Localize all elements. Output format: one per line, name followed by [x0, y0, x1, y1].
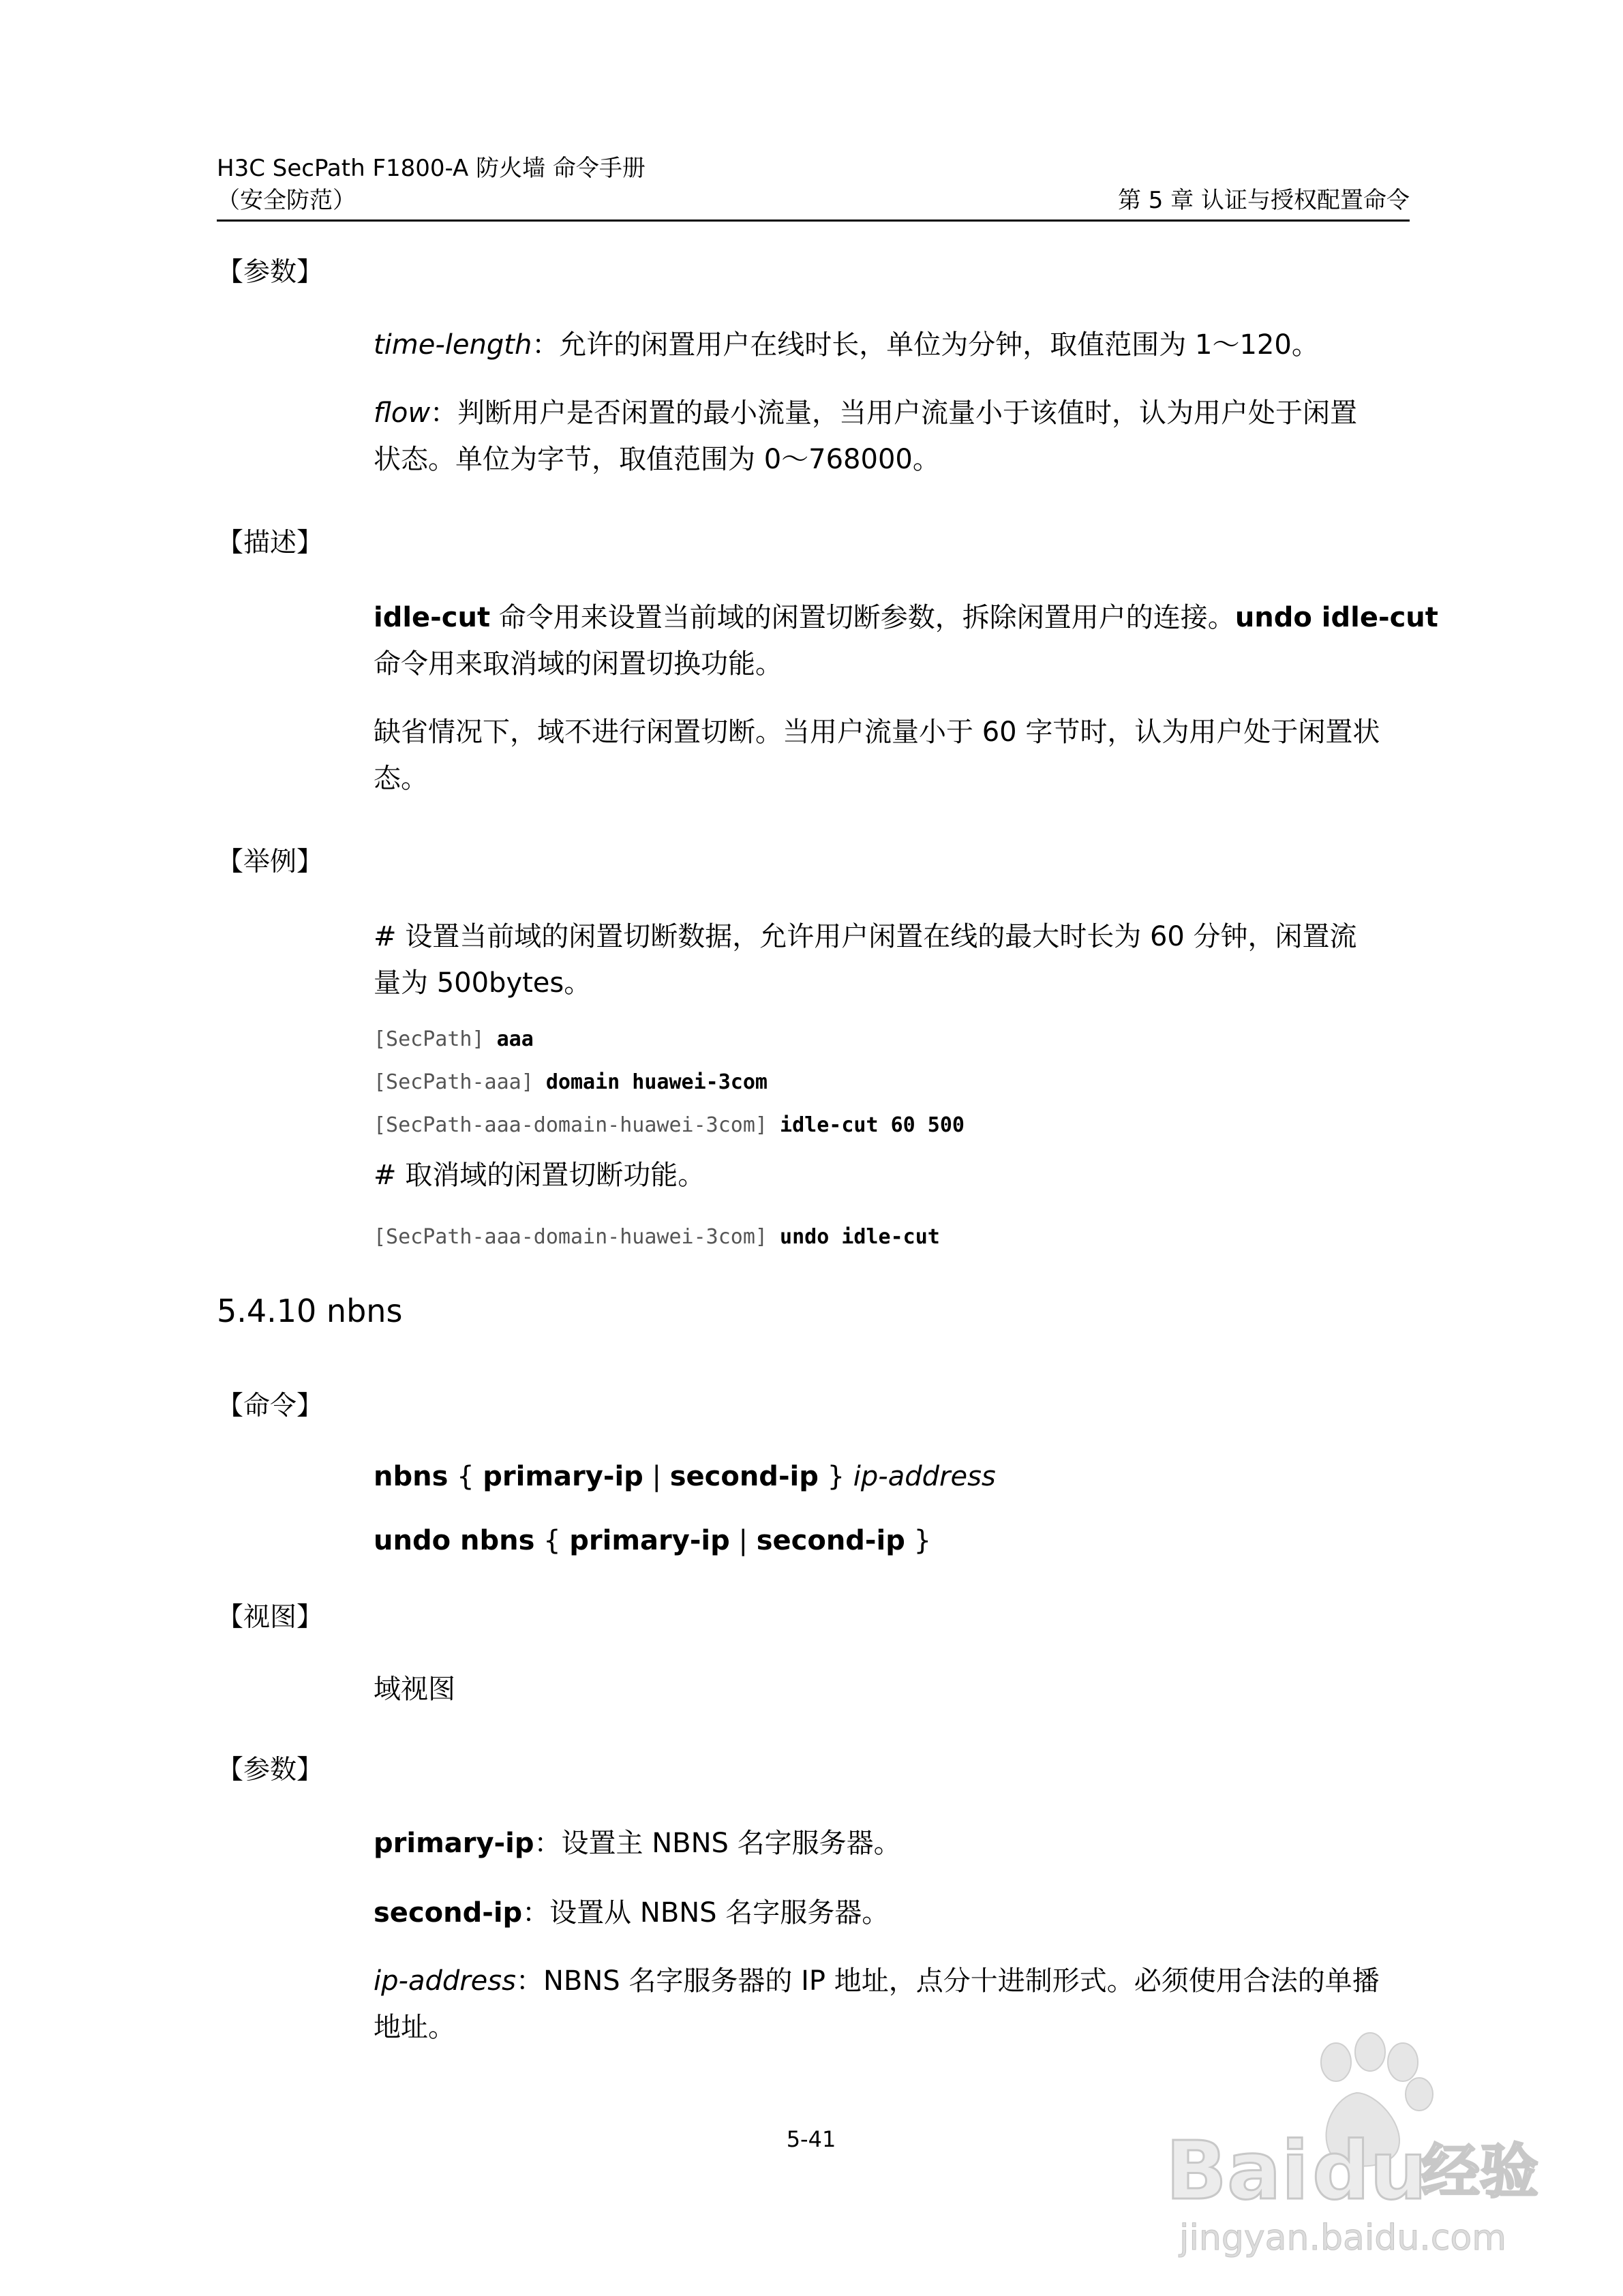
code-line — [374, 1026, 534, 1053]
desc-default-line: 缺省情况下，域不进行闲置切断。当用户流量小于 60 字节时，认为用户处于闲置状 — [374, 716, 1380, 748]
param-term: ip-address — [374, 1965, 516, 1997]
desc-default-line: 态。 — [374, 763, 428, 794]
baidu-watermark-logo — [1152, 2025, 1547, 2270]
code-command: aaa — [496, 1027, 534, 1051]
cmd-brace: } — [818, 1461, 853, 1492]
cmd-variable: ip-address — [853, 1461, 996, 1492]
code-prompt: [SecPath] — [374, 1027, 497, 1051]
header-chapter: 第 5 章 认证与授权配置命令 — [1117, 187, 1410, 214]
example-intro-line: # 取消域的闲置切断功能。 — [374, 1160, 706, 1191]
param-desc-cont: 状态。单位为字节，取值范围为 0～768000。 — [374, 444, 940, 475]
cmd-idle-cut: idle-cut — [374, 602, 491, 633]
example-intro-2 — [374, 1152, 1410, 1198]
nbns-param-second-ip — [374, 1890, 1410, 1936]
section-params-label: 【参数】 — [217, 257, 324, 288]
section-heading-nbns: 5.4.10 nbns — [217, 1293, 403, 1329]
code-line — [374, 1112, 965, 1139]
example-intro — [374, 913, 1410, 1006]
cmd-option: primary-ip — [569, 1525, 730, 1556]
param-desc: ：设置从 NBNS 名字服务器。 — [522, 1897, 890, 1929]
desc-text: 命令用来设置当前域的闲置切断参数，拆除闲置用户的连接。 — [490, 602, 1235, 633]
code-command: undo idle-cut — [780, 1225, 940, 1249]
nbns-view — [374, 1666, 1410, 1712]
section-params2-label: 【参数】 — [217, 1755, 324, 1785]
param-term: flow — [374, 397, 431, 429]
nbns-param-primary-ip — [374, 1820, 1410, 1867]
desc-paragraph-2 — [374, 709, 1410, 802]
section-desc-label: 【描述】 — [217, 528, 324, 558]
desc-paragraph-1 — [374, 594, 1438, 687]
cmd-separator: | — [643, 1461, 670, 1492]
code-command: idle-cut 60 500 — [780, 1113, 965, 1137]
cmd-brace: { — [534, 1525, 570, 1556]
param-desc: ：允许的闲置用户在线时长，单位为分钟，取值范围为 1～120。 — [532, 329, 1319, 361]
param-flow — [374, 390, 1410, 483]
page-number: 5-41 — [786, 2126, 836, 2152]
section-command-label: 【命令】 — [217, 1391, 324, 1421]
section-view-label: 【视图】 — [217, 1602, 324, 1633]
header-divider — [217, 220, 1410, 222]
desc-text-cont: 命令用来取消域的闲置切换功能。 — [374, 648, 783, 680]
cmd-keyword: undo nbns — [374, 1525, 535, 1556]
param-desc: ：NBNS 名字服务器的 IP 地址，点分十进制形式。必须使用合法的单播 — [515, 1965, 1380, 1997]
param-term: time-length — [374, 329, 532, 361]
example-intro-line: # 设置当前域的闲置切断数据，允许用户闲置在线的最大时长为 60 分钟，闲置流 — [374, 921, 1357, 952]
code-line — [374, 1069, 768, 1096]
cmd-brace: { — [448, 1461, 483, 1492]
param-desc: ：设置主 NBNS 名字服务器。 — [534, 1828, 901, 1859]
param-desc: ：判断用户是否闲置的最小流量，当用户流量小于该值时，认为用户处于闲置 — [430, 397, 1358, 429]
nbns-command-syntax-2 — [374, 1517, 1410, 1564]
svg-text:经验: 经验 — [1421, 2138, 1538, 2206]
param-term: second-ip — [374, 1897, 523, 1929]
cmd-undo-idle-cut: undo idle-cut — [1234, 602, 1438, 633]
cmd-keyword: nbns — [374, 1461, 449, 1492]
svg-text:jingyan.baidu.com: jingyan.baidu.com — [1179, 2218, 1506, 2259]
cmd-option: second-ip — [756, 1525, 905, 1556]
cmd-option: primary-ip — [483, 1461, 643, 1492]
svg-text:du: du — [1312, 2124, 1427, 2218]
code-command: domain huawei-3com — [545, 1070, 768, 1094]
cmd-brace: } — [905, 1525, 932, 1556]
section-example-label: 【举例】 — [217, 847, 324, 877]
nbns-command-syntax-1 — [374, 1453, 1410, 1500]
cmd-option: second-ip — [669, 1461, 819, 1492]
param-time-length — [374, 322, 1410, 368]
code-prompt: [SecPath-aaa-domain-huawei-3com] — [374, 1225, 780, 1249]
svg-text:Bai: Bai — [1166, 2124, 1309, 2218]
code-prompt: [SecPath-aaa-domain-huawei-3com] — [374, 1113, 780, 1137]
code-prompt: [SecPath-aaa] — [374, 1070, 546, 1094]
example-intro-line: 量为 500bytes。 — [374, 967, 592, 999]
view-text: 域视图 — [374, 1674, 455, 1705]
cmd-separator: | — [729, 1525, 757, 1556]
header-title: H3C SecPath F1800-A 防火墙 命令手册 — [217, 155, 646, 182]
param-desc-cont: 地址。 — [374, 2012, 455, 2043]
param-term: primary-ip — [374, 1828, 534, 1859]
header-subtitle: （安全防范） — [217, 187, 356, 214]
code-line — [374, 1224, 940, 1251]
